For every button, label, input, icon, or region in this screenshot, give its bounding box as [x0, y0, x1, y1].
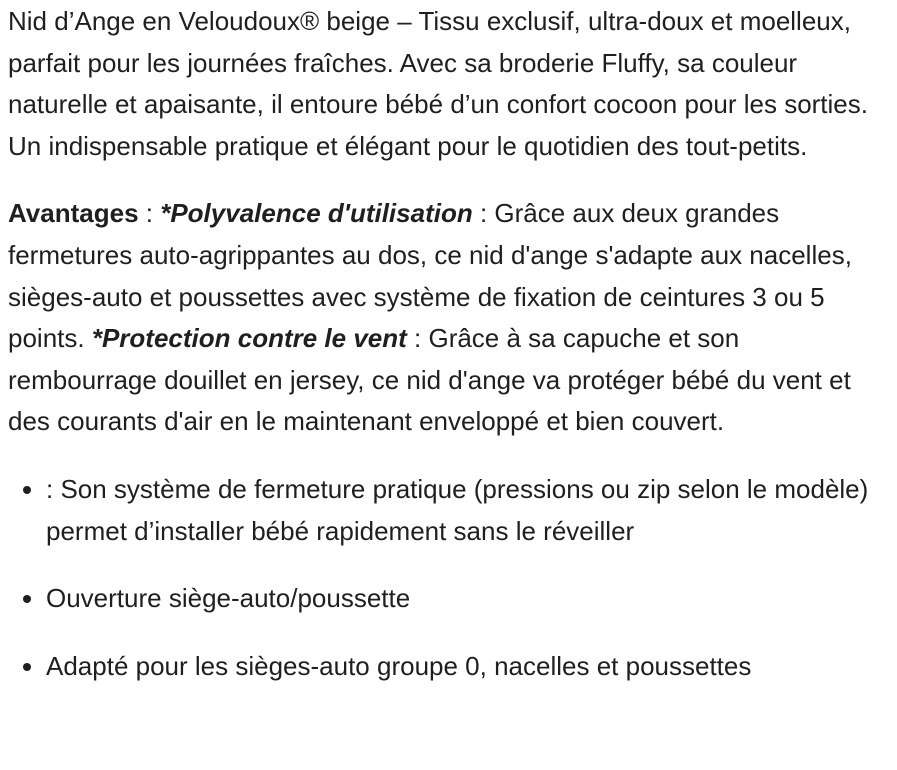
polyvalence-heading: *Polyvalence d'utilisation: [160, 198, 473, 229]
advantages-paragraph: [8, 193, 892, 443]
polyvalence-text: : Grâce aux deux grandes fermetures auto-agrippantes au dos, ce nid d'ange s'adapte aux nacelles, sièges-auto et poussettes avec système de fixation de ceintures 3 ou 5 points.: [8, 198, 852, 354]
list-item-adapte: • Adapté pour les sièges-auto groupe 0, nacelles et poussettes: [46, 646, 892, 688]
protection-text: : Grâce à sa capuche et son rembourrage douillet en jersey, ce nid d'ange va protéger bébé du vent et des courants d'air en le maintenant enveloppé et bien couvert.: [8, 323, 851, 437]
advantages-separator: :: [138, 198, 161, 229]
protection-heading: *Protection contre le vent: [91, 323, 407, 354]
advantages-label: Avantages: [8, 198, 139, 229]
features-list: [8, 469, 892, 687]
list-item-ouverture: • Ouverture siège-auto/poussette: [46, 578, 892, 620]
list-item-fermeture: • : Son système de fermeture pratique (pressions ou zip selon le modèle) permet d’installer bébé rapidement sans le réveiller: [46, 469, 892, 552]
intro-paragraph: Nid d’Ange en Veloudoux® beige – Tissu exclusif, ultra-doux et moelleux, parfait pour les journées fraîches. Avec sa broderie Fluffy, sa couleur naturelle et apaisante, il entoure bébé d’un confort cocoon pour les sorties. Un indispensable pratique et élégant pour le quotidien des tout-petits.: [8, 6, 868, 161]
